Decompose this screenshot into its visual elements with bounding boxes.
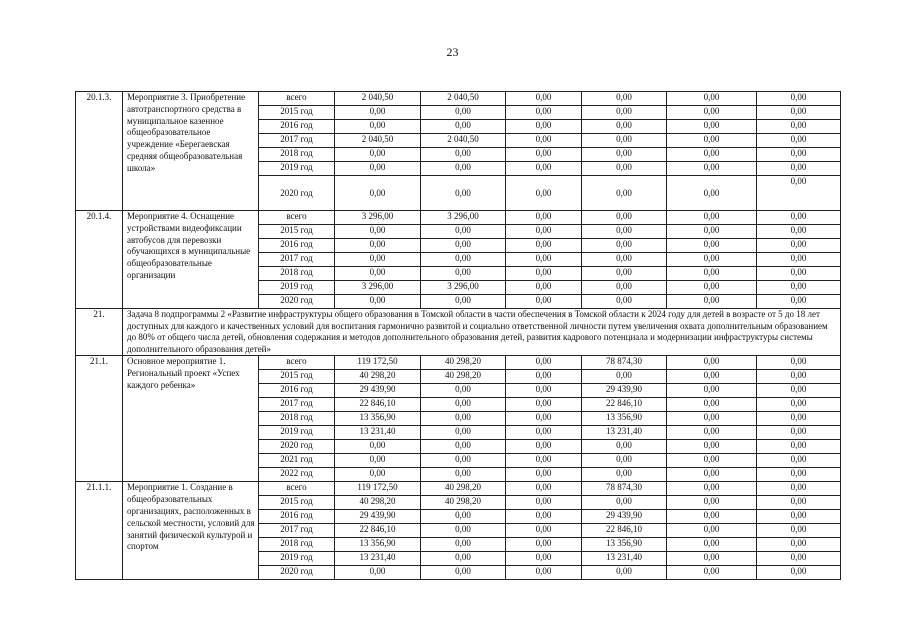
table-row xyxy=(76,482,841,496)
period-label: 2016 год xyxy=(259,239,335,253)
amount-cell: 0,00 xyxy=(421,426,506,440)
amount-cell: 0,00 xyxy=(667,225,757,239)
amount-cell: 0,00 xyxy=(667,356,757,370)
amount-cell: 0,00 xyxy=(667,398,757,412)
amount-cell: 0,00 xyxy=(421,106,506,120)
amount-cell: 0,00 xyxy=(506,482,582,496)
period-label: 2019 год xyxy=(259,552,335,566)
amount-cell: 78 874,30 xyxy=(582,356,667,370)
amount-cell: 13 356,90 xyxy=(582,412,667,426)
amount-cell: 0,00 xyxy=(757,426,841,440)
amount-cell: 0,00 xyxy=(757,510,841,524)
amount-cell: 0,00 xyxy=(335,162,421,176)
amount-cell: 0,00 xyxy=(421,239,506,253)
amount-cell: 0,00 xyxy=(506,524,582,538)
period-label: 2020 год xyxy=(259,566,335,580)
amount-cell: 40 298,20 xyxy=(421,356,506,370)
amount-cell: 0,00 xyxy=(421,120,506,134)
amount-cell: 0,00 xyxy=(667,524,757,538)
amount-cell: 13 231,40 xyxy=(335,552,421,566)
measure-name: Мероприятие 1. Создание в общеобразовательных организациях, расположенных в сельской местности, условий для занятий физической культурой и спортом xyxy=(123,482,259,580)
amount-cell: 0,00 xyxy=(667,211,757,225)
amount-cell: 2 040,50 xyxy=(421,134,506,148)
amount-cell: 0,00 xyxy=(757,134,841,148)
period-label: 2019 год xyxy=(259,162,335,176)
amount-cell: 0,00 xyxy=(582,496,667,510)
amount-cell: 0,00 xyxy=(506,176,582,211)
amount-cell: 22 846,10 xyxy=(582,524,667,538)
amount-cell: 2 040,50 xyxy=(335,92,421,106)
amount-cell: 0,00 xyxy=(506,356,582,370)
amount-cell: 0,00 xyxy=(582,211,667,225)
amount-cell: 0,00 xyxy=(667,384,757,398)
amount-cell: 0,00 xyxy=(506,239,582,253)
amount-cell: 0,00 xyxy=(757,524,841,538)
period-label: 2018 год xyxy=(259,412,335,426)
amount-cell: 0,00 xyxy=(506,440,582,454)
amount-cell: 0,00 xyxy=(421,468,506,482)
amount-cell: 0,00 xyxy=(667,106,757,120)
amount-cell: 0,00 xyxy=(506,496,582,510)
amount-cell: 0,00 xyxy=(757,482,841,496)
period-label: 2017 год xyxy=(259,398,335,412)
amount-cell: 0,00 xyxy=(757,225,841,239)
amount-cell: 0,00 xyxy=(335,148,421,162)
amount-cell: 0,00 xyxy=(582,176,667,211)
amount-cell: 0,00 xyxy=(582,162,667,176)
amount-cell: 0,00 xyxy=(335,225,421,239)
amount-cell: 0,00 xyxy=(667,148,757,162)
amount-cell: 0,00 xyxy=(506,106,582,120)
amount-cell: 0,00 xyxy=(335,253,421,267)
period-label: всего xyxy=(259,356,335,370)
amount-cell: 0,00 xyxy=(335,454,421,468)
amount-cell: 0,00 xyxy=(506,398,582,412)
amount-cell: 0,00 xyxy=(667,176,757,211)
period-label: 2017 год xyxy=(259,134,335,148)
amount-cell: 0,00 xyxy=(582,295,667,309)
amount-cell: 0,00 xyxy=(757,253,841,267)
period-label: 2018 год xyxy=(259,148,335,162)
amount-cell: 0,00 xyxy=(421,566,506,580)
row-code: 21.1. xyxy=(76,356,123,482)
page-number: 23 xyxy=(446,45,459,59)
amount-cell: 29 439,90 xyxy=(582,384,667,398)
amount-cell: 13 231,40 xyxy=(582,426,667,440)
amount-cell: 0,00 xyxy=(421,253,506,267)
amount-cell: 22 846,10 xyxy=(335,398,421,412)
amount-cell: 0,00 xyxy=(757,566,841,580)
amount-cell: 0,00 xyxy=(335,566,421,580)
amount-cell: 0,00 xyxy=(667,496,757,510)
period-label: 2015 год xyxy=(259,106,335,120)
amount-cell: 0,00 xyxy=(421,412,506,426)
amount-cell: 22 846,10 xyxy=(582,398,667,412)
period-label: 2016 год xyxy=(259,120,335,134)
amount-cell: 0,00 xyxy=(757,538,841,552)
amount-cell: 0,00 xyxy=(667,510,757,524)
amount-cell: 0,00 xyxy=(582,120,667,134)
amount-cell: 0,00 xyxy=(757,162,841,176)
amount-cell: 0,00 xyxy=(421,225,506,239)
amount-cell: 0,00 xyxy=(335,239,421,253)
amount-cell: 0,00 xyxy=(667,281,757,295)
amount-cell: 0,00 xyxy=(582,134,667,148)
amount-cell: 0,00 xyxy=(421,267,506,281)
amount-cell: 0,00 xyxy=(667,120,757,134)
table-row xyxy=(76,211,841,225)
amount-cell: 0,00 xyxy=(757,496,841,510)
amount-cell: 0,00 xyxy=(506,267,582,281)
period-label: 2019 год xyxy=(259,281,335,295)
amount-cell: 13 356,90 xyxy=(335,412,421,426)
amount-cell: 0,00 xyxy=(667,92,757,106)
amount-cell: 0,00 xyxy=(506,295,582,309)
period-label: 2016 год xyxy=(259,384,335,398)
amount-cell: 3 296,00 xyxy=(335,281,421,295)
amount-cell: 0,00 xyxy=(582,225,667,239)
table-row xyxy=(76,92,841,106)
amount-cell: 2 040,50 xyxy=(421,92,506,106)
amount-cell: 0,00 xyxy=(667,134,757,148)
amount-cell: 0,00 xyxy=(757,552,841,566)
amount-cell: 0,00 xyxy=(667,239,757,253)
amount-cell: 0,00 xyxy=(421,162,506,176)
amount-cell: 0,00 xyxy=(757,281,841,295)
amount-cell: 0,00 xyxy=(757,454,841,468)
amount-cell: 0,00 xyxy=(421,510,506,524)
amount-cell: 0,00 xyxy=(757,106,841,120)
amount-cell: 40 298,20 xyxy=(335,370,421,384)
amount-cell: 0,00 xyxy=(757,412,841,426)
amount-cell: 0,00 xyxy=(757,370,841,384)
amount-cell: 0,00 xyxy=(421,538,506,552)
period-label: всего xyxy=(259,482,335,496)
amount-cell: 0,00 xyxy=(421,295,506,309)
amount-cell: 0,00 xyxy=(667,267,757,281)
amount-cell: 29 439,90 xyxy=(335,384,421,398)
amount-cell: 0,00 xyxy=(667,482,757,496)
period-label: 2020 год xyxy=(259,295,335,309)
amount-cell: 0,00 xyxy=(506,384,582,398)
amount-cell: 0,00 xyxy=(757,440,841,454)
period-label: 2018 год xyxy=(259,267,335,281)
amount-cell: 40 298,20 xyxy=(421,370,506,384)
amount-cell: 119 172,50 xyxy=(335,482,421,496)
amount-cell: 13 356,90 xyxy=(582,538,667,552)
amount-cell: 0,00 xyxy=(757,384,841,398)
table-body xyxy=(76,92,841,580)
period-label: 2016 год xyxy=(259,510,335,524)
amount-cell: 0,00 xyxy=(506,552,582,566)
table-row xyxy=(76,356,841,370)
amount-cell: 0,00 xyxy=(757,211,841,225)
amount-cell: 0,00 xyxy=(506,468,582,482)
measure-name: Мероприятие 3. Приобретение автотранспортного средства в муниципальное казенное общеобразовательное учреждение «Берегаевская средняя общеобразовательная школа» xyxy=(123,92,259,211)
period-label: всего xyxy=(259,92,335,106)
amount-cell: 0,00 xyxy=(506,211,582,225)
period-label: 2017 год xyxy=(259,524,335,538)
row-code: 21. xyxy=(76,309,123,356)
amount-cell: 13 356,90 xyxy=(335,538,421,552)
period-label: 2018 год xyxy=(259,538,335,552)
amount-cell: 0,00 xyxy=(421,440,506,454)
amount-cell: 0,00 xyxy=(421,176,506,211)
amount-cell: 0,00 xyxy=(506,253,582,267)
task-row xyxy=(76,309,841,356)
amount-cell: 0,00 xyxy=(582,92,667,106)
amount-cell: 0,00 xyxy=(506,92,582,106)
amount-cell: 29 439,90 xyxy=(582,510,667,524)
amount-cell: 0,00 xyxy=(421,552,506,566)
measure-name: Мероприятие 4. Оснащение устройствами видеофиксации автобусов для перевозки обучающихся в муниципальные общеобразовательные организации xyxy=(123,211,259,309)
amount-cell: 0,00 xyxy=(421,384,506,398)
amount-cell: 0,00 xyxy=(335,468,421,482)
amount-cell: 0,00 xyxy=(757,398,841,412)
amount-cell: 0,00 xyxy=(582,440,667,454)
amount-cell: 40 298,20 xyxy=(421,496,506,510)
amount-cell: 0,00 xyxy=(335,106,421,120)
amount-cell: 0,00 xyxy=(757,92,841,106)
amount-cell: 0,00 xyxy=(757,295,841,309)
amount-cell: 0,00 xyxy=(667,426,757,440)
amount-cell: 0,00 xyxy=(757,468,841,482)
period-label: 2021 год xyxy=(259,454,335,468)
amount-cell: 0,00 xyxy=(667,412,757,426)
amount-cell: 0,00 xyxy=(582,267,667,281)
amount-cell: 0,00 xyxy=(506,426,582,440)
measure-name: Основное мероприятие 1. Региональный проект «Успех каждого ребенка» xyxy=(123,356,259,482)
amount-cell: 0,00 xyxy=(582,454,667,468)
amount-cell: 0,00 xyxy=(582,468,667,482)
amount-cell: 40 298,20 xyxy=(335,496,421,510)
amount-cell: 0,00 xyxy=(506,281,582,295)
amount-cell: 0,00 xyxy=(582,106,667,120)
amount-cell: 0,00 xyxy=(506,225,582,239)
amount-cell: 0,00 xyxy=(667,253,757,267)
amount-cell: 0,00 xyxy=(582,148,667,162)
period-label: 2017 год xyxy=(259,253,335,267)
amount-cell: 0,00 xyxy=(757,267,841,281)
amount-cell: 0,00 xyxy=(757,356,841,370)
period-label: 2019 год xyxy=(259,426,335,440)
amount-cell: 0,00 xyxy=(667,538,757,552)
amount-cell: 13 231,40 xyxy=(335,426,421,440)
amount-cell: 0,00 xyxy=(506,148,582,162)
amount-cell: 0,00 xyxy=(582,239,667,253)
row-code: 20.1.4. xyxy=(76,211,123,309)
amount-cell: 119 172,50 xyxy=(335,356,421,370)
amount-cell: 78 874,30 xyxy=(582,482,667,496)
period-label: 2020 год xyxy=(259,176,335,211)
amount-cell: 0,00 xyxy=(335,120,421,134)
period-label: 2015 год xyxy=(259,225,335,239)
amount-cell: 0,00 xyxy=(506,566,582,580)
amount-cell: 0,00 xyxy=(582,566,667,580)
amount-cell: 0,00 xyxy=(667,162,757,176)
amount-cell: 40 298,20 xyxy=(421,482,506,496)
period-label: 2015 год xyxy=(259,496,335,510)
amount-cell: 0,00 xyxy=(582,281,667,295)
row-code: 20.1.3. xyxy=(76,92,123,211)
amount-cell: 0,00 xyxy=(757,239,841,253)
amount-cell: 3 296,00 xyxy=(335,211,421,225)
amount-cell: 13 231,40 xyxy=(582,552,667,566)
amount-cell: 0,00 xyxy=(667,454,757,468)
amount-cell: 22 846,10 xyxy=(335,524,421,538)
amount-cell: 0,00 xyxy=(506,454,582,468)
amount-cell: 0,00 xyxy=(421,398,506,412)
amount-cell: 0,00 xyxy=(757,176,841,211)
period-label: всего xyxy=(259,211,335,225)
amount-cell: 0,00 xyxy=(667,566,757,580)
budget-table xyxy=(75,91,841,580)
amount-cell: 3 296,00 xyxy=(421,211,506,225)
amount-cell: 0,00 xyxy=(667,468,757,482)
amount-cell: 0,00 xyxy=(506,370,582,384)
amount-cell: 0,00 xyxy=(757,120,841,134)
amount-cell: 0,00 xyxy=(421,524,506,538)
amount-cell: 0,00 xyxy=(667,370,757,384)
period-label: 2022 год xyxy=(259,468,335,482)
amount-cell: 2 040,50 xyxy=(335,134,421,148)
amount-cell: 0,00 xyxy=(667,440,757,454)
amount-cell: 0,00 xyxy=(757,148,841,162)
amount-cell: 0,00 xyxy=(335,440,421,454)
amount-cell: 0,00 xyxy=(506,162,582,176)
task-description: Задача 8 подпрограммы 2 «Развитие инфраструктуры общего образования в Томской области в части обеспечения в Томской области к 2024 году для детей в возрасте от 5 до 18 лет доступных для каждого и качественных условий для воспитания гармонично развитой и социально ответственной личности путем увеличения охвата дополнительным образованием до 80% от общего числа детей, обновления содержания и методов дополнительного образования детей, развития кадрового потенциала и модернизации инфраструктуры системы дополнительного образования детей» xyxy=(123,309,841,356)
amount-cell: 0,00 xyxy=(506,120,582,134)
amount-cell: 0,00 xyxy=(421,454,506,468)
amount-cell: 0,00 xyxy=(335,176,421,211)
row-code: 21.1.1. xyxy=(76,482,123,580)
amount-cell: 0,00 xyxy=(667,295,757,309)
period-label: 2015 год xyxy=(259,370,335,384)
amount-cell: 0,00 xyxy=(335,267,421,281)
period-label: 2020 год xyxy=(259,440,335,454)
amount-cell: 0,00 xyxy=(506,510,582,524)
amount-cell: 0,00 xyxy=(506,134,582,148)
amount-cell: 29 439,90 xyxy=(335,510,421,524)
amount-cell: 3 296,00 xyxy=(421,281,506,295)
amount-cell: 0,00 xyxy=(421,148,506,162)
amount-cell: 0,00 xyxy=(582,370,667,384)
amount-cell: 0,00 xyxy=(667,552,757,566)
amount-cell: 0,00 xyxy=(506,412,582,426)
amount-cell: 0,00 xyxy=(506,538,582,552)
amount-cell: 0,00 xyxy=(335,295,421,309)
amount-cell: 0,00 xyxy=(582,253,667,267)
